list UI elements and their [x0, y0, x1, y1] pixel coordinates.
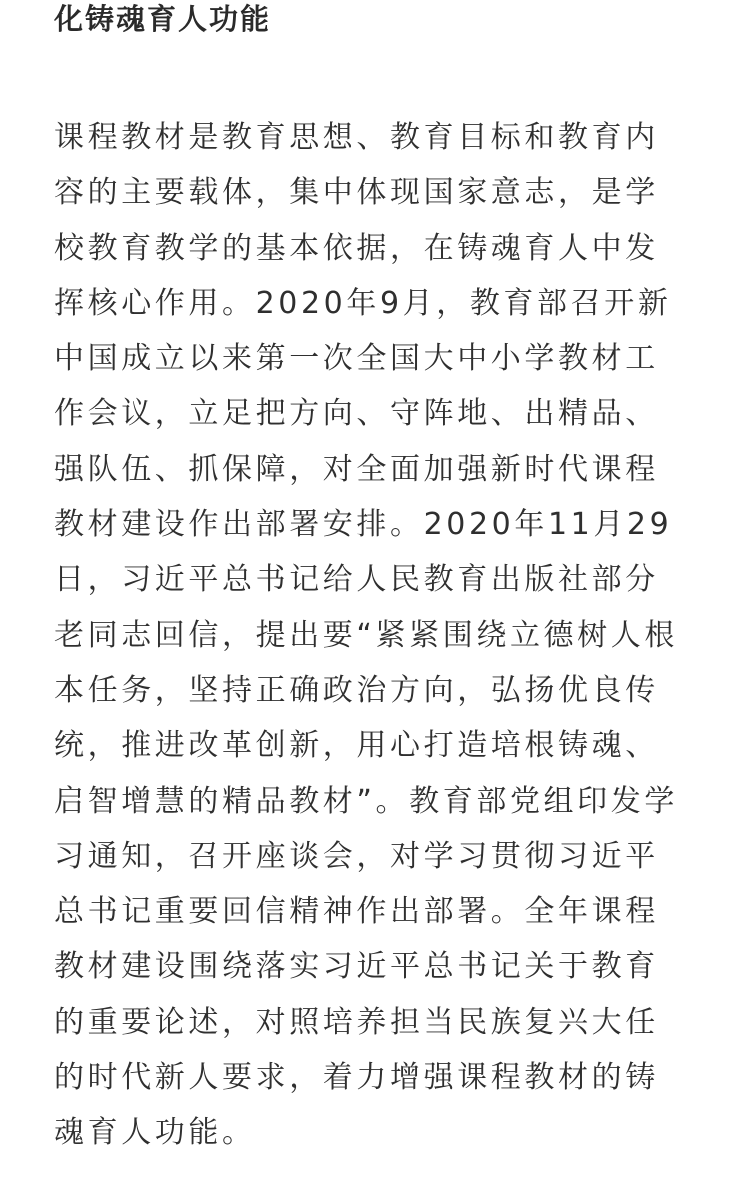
paragraph-line: 老同志回信，提出要“紧紧围绕立德树人根 [54, 617, 678, 653]
paragraph-line: 中国成立以来第一次全国大中小学教材工 [54, 341, 659, 377]
paragraph-line: 的时代新人要求，着力增强课程教材的铸 [54, 1060, 659, 1096]
paragraph-line: 教材建设围绕落实习近平总书记关于教育 [54, 949, 659, 985]
paragraph-line: 本任务，坚持正确政治方向，弘扬优良传 [54, 672, 659, 708]
paragraph-line: 统，推进改革创新，用心打造培根铸魂、 [54, 728, 659, 764]
paragraph-line: 总书记重要回信精神作出部署。全年课程 [54, 894, 659, 930]
paragraph-line: 魂育人功能。 [54, 1115, 256, 1151]
article-body [54, 0, 704, 1161]
paragraph-line: 作会议，立足把方向、守阵地、出精品、 [54, 396, 659, 432]
paragraph-line: 日，习近平总书记给人民教育出版社部分 [54, 562, 659, 598]
paragraph-line: 的重要论述，对照培养担当民族复兴大任 [54, 1004, 659, 1040]
body-paragraph [54, 110, 704, 1161]
paragraph-line: 容的主要载体，集中体现国家意志，是学 [54, 175, 659, 211]
paragraph-line: 挥核心作用。2020年9月，教育部召开新 [54, 285, 672, 321]
paragraph-line: 校教育教学的基本依据，在铸魂育人中发 [54, 230, 659, 266]
paragraph-line: 强队伍、抓保障，对全面加强新时代课程 [54, 451, 659, 487]
paragraph-line: 课程教材是教育思想、教育目标和教育内 [54, 120, 659, 155]
section-heading-tail: 化铸魂育人功能 [54, 2, 272, 36]
paragraph-line: 启智增慧的精品教材”。教育部党组印发学 [54, 783, 678, 819]
paragraph-line: 教材建设作出部署安排。2020年11月29 [54, 507, 673, 543]
paragraph-line: 习通知，召开座谈会，对学习贯彻习近平 [54, 838, 659, 874]
